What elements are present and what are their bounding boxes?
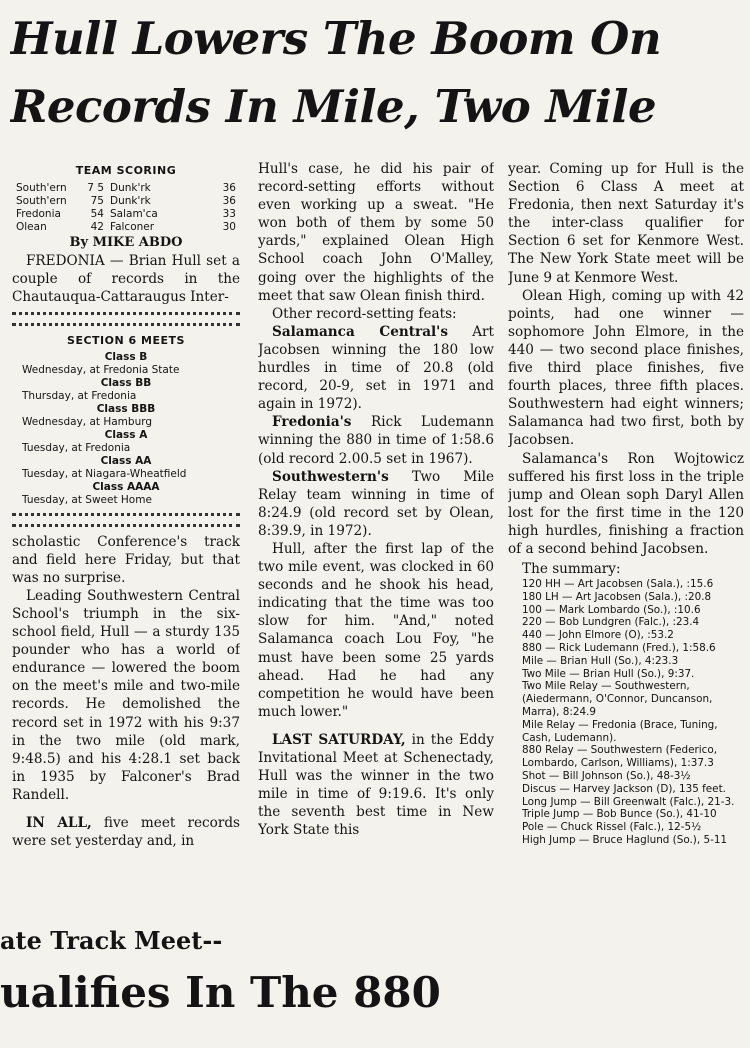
results-summary <box>508 578 744 847</box>
paragraph: Hull's case, he did his pair of record-setting efforts without even working up a sweat. "He won both of them by some 50 yards," explained Olean High School coach John O'Malley, going over the highlights of the meet that saw Olean finish third. <box>258 161 494 304</box>
article-column-2 <box>258 160 494 920</box>
meet-info: Wednesday, at Hamburg <box>22 415 153 428</box>
meet-class: Class BB <box>100 376 152 389</box>
paragraph: Leading Southwestern Central School's triumph in the six-school field, Hull — a sturdy 135 pounder who has a world of endurance — lowered the boom on the meet's mile and two-mile records. He demolished the record set in 1972 with his 9:37 in the two mile (old mark, 9:48.5) and his 4:28.1 set back in 1935 by Falconer's Brad Randell. <box>12 587 240 803</box>
list-item: 180 LH — Art Jacobsen (Sala.), :20.8 <box>522 590 712 603</box>
list-item: Two Mile Relay — Southwestern, (Aiedermann, O'Connor, Duncanson, Marra), 8:24.9 <box>522 680 713 719</box>
team-scoring-table <box>16 182 236 234</box>
headline-line-1: Hull Lowers The Boom On <box>10 14 662 64</box>
paragraph: Hull, after the first lap of the two mile event, was clocked in 60 seconds and he shook his head, indicating that the time was too slow for him. "And," noted Salamanca coach Lou Foy, "he must have been some 25 yards ahead. Had he had any competition he would have been much lower." <box>258 540 494 720</box>
list-item: 100 — Mark Lombardo (So.), :10.6 <box>522 603 701 616</box>
list-item: 880 Relay — Southwestern (Federico, Lombardo, Carlson, Williams), 1:37.3 <box>522 744 718 770</box>
list-item: Pole — Chuck Rissel (Falc.), 12-5½ <box>522 821 702 834</box>
list-item: 880 — Rick Ludemann (Fred.), 1:58.6 <box>522 642 716 655</box>
list-item: Mile — Brian Hull (So.), 4:23.3 <box>522 654 679 667</box>
list-item: 220 — Bob Lundgren (Falc.), :23.4 <box>522 616 700 629</box>
list-item: Two Mile — Brian Hull (So.), 9:37. <box>522 667 695 680</box>
paragraph: year. Coming up for Hull is the Section 6 Class A meet at Fredonia, then next Saturday it's the inter-class qualifier for Section 6 set for Kenmore West. The New York State meet will be June 9 at Kenmore West. <box>508 161 744 286</box>
list-item: Mile Relay — Fredonia (Brace, Tuning, Cash, Ludemann). <box>522 718 718 744</box>
paragraph: Southwestern's Two Mile Relay team winning in time of 8:24.9 (old record set by Olean, 8:39.9, in 1972). <box>258 468 494 539</box>
paragraph: Salamanca's Ron Wojtowicz suffered his first loss in the triple jump and Olean soph Daryl Allen lost for the first time in the 120 high hurdles, finishing a fraction of a second behind Jacobsen. <box>508 450 744 557</box>
meet-class: Class AA <box>100 454 152 467</box>
headline-line-2: Records In Mile, Two Mile <box>10 82 657 132</box>
table-row: Olean 42 Falconer 30 <box>16 221 236 234</box>
secondary-headline-line-1: ate Track Meet-- <box>0 926 223 955</box>
paragraph: LAST SATURDAY, in the Eddy Invitational Meet at Schenectady, Hull was the winner in the two mile in time of 9:19.6. It's only the seventh best time in New York State this <box>258 731 494 839</box>
meet-info: Tuesday, at Fredonia <box>22 441 131 454</box>
paragraph: FREDONIA — Brian Hull set a couple of records in the Chautauqua-Cattaraugus Inter- <box>12 253 240 306</box>
meet-info: Tuesday, at Niagara-Wheatfield <box>22 467 187 480</box>
meet-class: Class AAAA <box>92 480 160 493</box>
article-column-3 <box>508 160 744 1045</box>
list-item: Discus — Harvey Jackson (D), 135 feet. <box>522 782 726 795</box>
summary-title: The summary: <box>522 561 621 578</box>
meet-class: Class BBB <box>96 402 156 415</box>
section-meets-title: SECTION 6 MEETS <box>67 334 185 348</box>
team-scoring-title: TEAM SCORING <box>75 164 177 177</box>
paragraph: Other record-setting feats: <box>272 305 457 322</box>
list-item: Long Jump — Bill Greenwalt (Falc.), 21-3. <box>522 795 735 808</box>
section-meets-list <box>12 351 240 507</box>
list-item: 120 HH — Art Jacobsen (Sala.), :15.6 <box>522 578 714 591</box>
table-row: Fredonia 54 Salam'ca 33 <box>16 208 236 221</box>
byline: By MIKE ABDO <box>69 235 183 251</box>
meet-info: Thursday, at Fredonia <box>22 389 137 402</box>
table-row: South'ern 7 5 Dunk'rk 36 <box>16 182 236 195</box>
meet-class: Class B <box>104 350 148 363</box>
article-column-1 <box>12 160 240 920</box>
paragraph: IN ALL, five meet records were set yesterday and, in <box>12 814 240 850</box>
meet-info: Wednesday, at Fredonia State <box>22 363 180 376</box>
paragraph: Fredonia's Rick Ludemann winning the 880 in time of 1:58.6 (old record 2.00.5 set in 1967). <box>258 414 494 467</box>
paragraph: Salamanca Central's Art Jacobsen winning the 180 low hurdles in time of 20.8 (old record, 20-9, set in 1971 and again in 1972). <box>258 323 494 413</box>
divider <box>12 513 240 527</box>
paragraph: scholastic Conference's track and field here Friday, but that was no surprise. <box>12 533 240 586</box>
divider <box>12 312 240 326</box>
list-item: Triple Jump — Bob Bunce (So.), 41-10 <box>522 808 717 821</box>
table-row: South'ern 75 Dunk'rk 36 <box>16 195 236 208</box>
list-item: 440 — John Elmore (O), :53.2 <box>522 629 674 642</box>
meet-info: Tuesday, at Sweet Home <box>22 493 152 506</box>
meet-class: Class A <box>104 428 148 441</box>
list-item: Shot — Bill Johnson (So.), 48-3½ <box>522 770 691 783</box>
list-item: High Jump — Bruce Haglund (So.), 5-11 <box>522 834 728 846</box>
paragraph: Olean High, coming up with 42 points, had one winner — sophomore John Elmore, in the 440 — two second place finishes, five third place finishes, five fourth places, three fifth places. Southwestern had eight winners; Salamanca had two first, both by Jacobsen. <box>508 287 744 449</box>
secondary-headline-line-2: ualifies In The 880 <box>0 968 441 1017</box>
